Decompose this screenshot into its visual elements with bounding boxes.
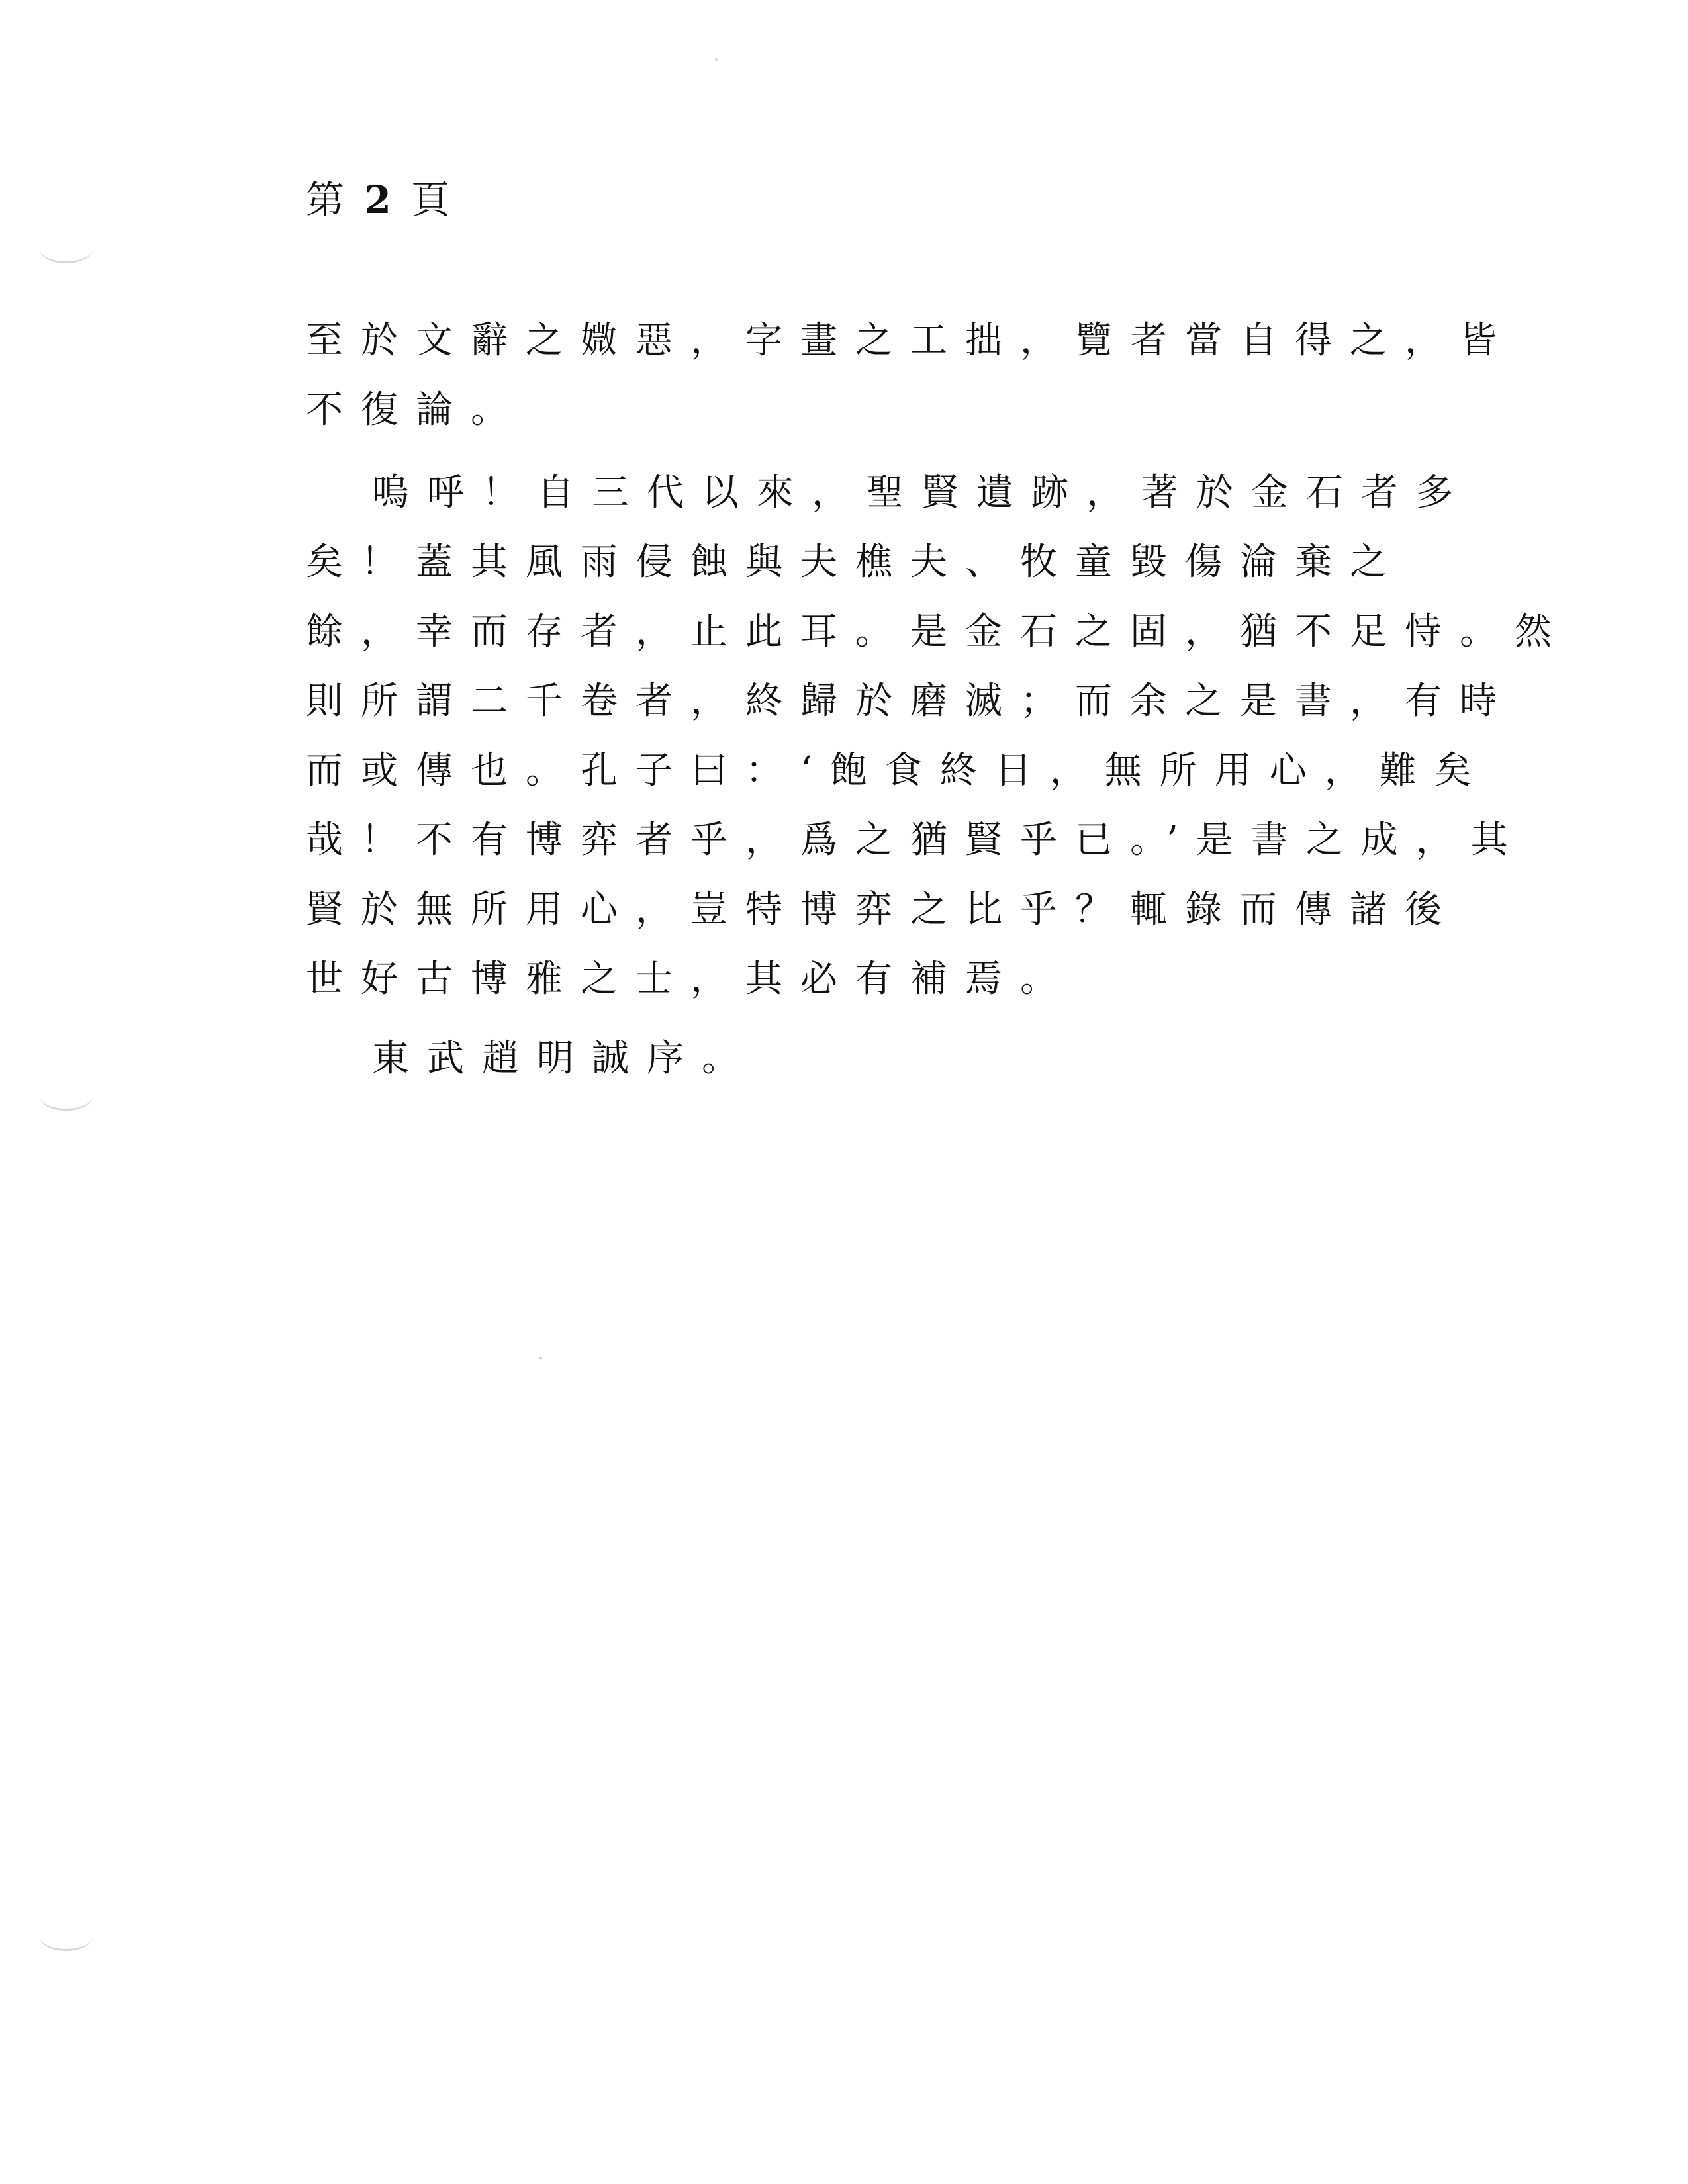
text-line: 嗚呼！自三代以來，聖賢遺跡，著於金石者多 (372, 471, 1471, 514)
binder-hole-mark-bottom (40, 1923, 93, 1951)
text-line: 不復論。 (306, 388, 526, 432)
text-line: 餘，幸而存者，止此耳。是金石之固，猶不足恃。然 (306, 610, 1570, 653)
text-line: 世好古博雅之士，其必有補焉。 (306, 958, 1075, 1001)
text-line: 而或傳也。孔子曰：‘飽食終日，無所用心，難矣 (306, 749, 1489, 792)
binder-hole-mark-middle (40, 1082, 93, 1111)
page-number-value: 2 (364, 177, 395, 222)
scan-speck (539, 1357, 542, 1359)
page-number-prefix: 第 (306, 177, 349, 222)
scan-speck (715, 58, 718, 61)
page-number (306, 173, 453, 226)
text-line: 則所謂二千卷者，終歸於磨滅；而余之是書，有時 (306, 680, 1515, 723)
text-line: 矣！蓋其風雨侵蝕與夫樵夫、牧童毀傷淪棄之 (306, 541, 1405, 584)
text-line: 賢於無所用心，豈特博弈之比乎？輒錄而傳諸後 (306, 888, 1460, 931)
page-number-suffix: 頁 (411, 177, 454, 222)
text-line: 至於文辭之媺惡，字畫之工拙，覽者當自得之，皆 (306, 319, 1515, 362)
text-line: 哉！不有博弈者乎，爲之猶賢乎已。’是書之成，其 (306, 819, 1526, 862)
binder-hole-mark-top (40, 235, 93, 263)
signature-line: 東武趙明誠序。 (372, 1037, 757, 1080)
